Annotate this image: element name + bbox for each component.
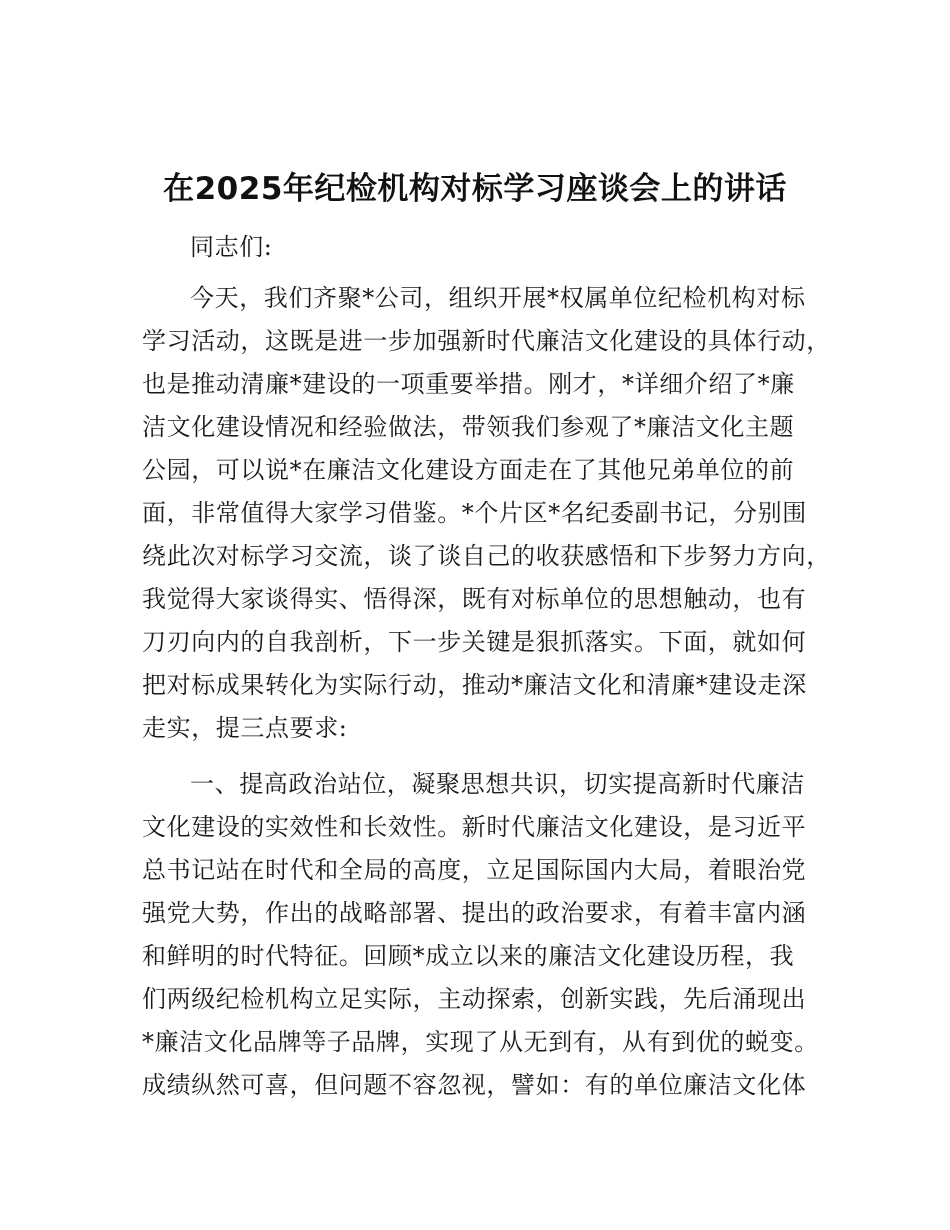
paragraph-line: 洁文化建设情况和经验做法，带领我们参观了*廉洁文化主题	[142, 413, 795, 441]
paragraph-line: 们两级纪检机构立足实际，主动探索，创新实践，先后涌现出	[142, 985, 807, 1013]
paragraph-intro	[142, 277, 831, 750]
paragraph-line: 文化建设的实效性和长效性。新时代廉洁文化建设，是习近平	[142, 813, 807, 841]
paragraph-line: 我觉得大家谈得实、悟得深，既有对标单位的思想触动，也有	[142, 585, 807, 613]
paragraph-line: 总书记站在时代和全局的高度，立足国际国内大局，着眼治党	[142, 856, 807, 884]
paragraph-line: 一、提高政治站位，凝聚思想共识，切实提高新时代廉洁	[190, 770, 805, 798]
paragraph-line: 今天，我们齐聚*公司，组织开展*权属单位纪检机构对标	[190, 284, 806, 312]
paragraph-line: 走实，提三点要求:	[142, 714, 348, 742]
paragraph-line: 公园，可以说*在廉洁文化建设方面走在了其他兄弟单位的前	[142, 456, 795, 484]
paragraph-line: 成绩纵然可喜，但问题不容忽视，譬如：有的单位廉洁文化体	[142, 1071, 807, 1099]
paragraph-line: 把对标成果转化为实际行动，推动*廉洁文化和清廉*建设走深	[142, 671, 807, 699]
paragraph-line: 学习活动，这既是进一步加强新时代廉洁文化建设的具体行动，	[142, 327, 831, 355]
paragraph-line: 和鲜明的时代特征。回顾*成立以来的廉洁文化建设历程，我	[142, 942, 795, 970]
document-title: 在2025年纪检机构对标学习座谈会上的讲话	[163, 171, 787, 207]
paragraph-line: 刀刃向内的自我剖析，下一步关键是狠抓落实。下面，就如何	[142, 628, 807, 656]
paragraph-line: 面，非常值得大家学习借鉴。*个片区*名纪委副书记，分别围	[142, 499, 807, 527]
paragraph-line: 绕此次对标学习交流，谈了谈自己的收获感悟和下步努力方向，	[142, 542, 831, 570]
paragraph-line: 也是推动清廉*建设的一项重要举措。刚才，*详细介绍了*廉	[142, 370, 795, 398]
salutation	[142, 226, 822, 269]
paragraph-line: 强党大势，作出的战略部署、提出的政治要求，有着丰富内涵	[142, 899, 807, 927]
paragraph-section-one	[142, 763, 822, 1107]
salutation-line: 同志们:	[190, 233, 273, 261]
paragraph-line: *廉洁文化品牌等子品牌，实现了从无到有，从有到优的蜕变。	[142, 1028, 819, 1056]
